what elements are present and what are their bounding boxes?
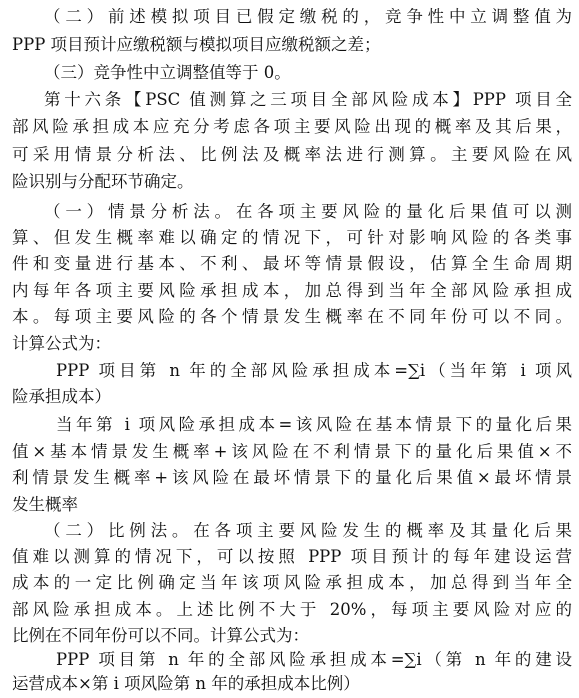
formula-line: PPP 项目第 n 年的全部风险承担成本=∑i（第 n 年的建设 bbox=[56, 650, 572, 669]
text-line: 险识别与分配环节确定。 bbox=[12, 172, 194, 191]
text-line: 本。每项主要风险的各个情景发生概率在不同年份可以不同。 bbox=[12, 307, 572, 326]
text-line: 计算公式为： bbox=[12, 334, 111, 353]
text-line: 算、但发生概率难以确定的情况下，可针对影响风险的各类事 bbox=[12, 228, 572, 247]
text-line: （三）竞争性中立调整值等于 0。 bbox=[44, 63, 291, 82]
text-line: 比例在不同年份可以不同。计算公式为： bbox=[12, 626, 309, 645]
text-line: 成本的一定比例确定当年该项风险承担成本，加总得到当年全 bbox=[12, 573, 572, 592]
text-line: PPP 项目预计应缴税额与模拟项目应缴税额之差； bbox=[12, 35, 381, 54]
formula-line: 当年第 i 项风险承担成本=该风险在基本情景下的量化后果 bbox=[56, 415, 572, 434]
text-line: 部风险承担成本。上述比例不大于 20%，每项主要风险对应的 bbox=[12, 600, 572, 619]
text-line: 部风险承担成本应充分考虑各项主要风险出现的概率及其后果， bbox=[12, 117, 572, 136]
formula-line: 值×基本情景发生概率+该风险在不利情景下的量化后果值×不 bbox=[12, 442, 572, 461]
text-line: （二）比例法。在各项主要风险发生的概率及其量化后果 bbox=[44, 521, 572, 540]
formula-line: PPP 项目第 n 年的全部风险承担成本=∑i（当年第 i 项风 bbox=[56, 361, 572, 380]
formula-line: 发生概率 bbox=[12, 495, 78, 514]
text-line: 件和变量进行基本、不利、最坏等情景假设，估算全生命周期 bbox=[12, 254, 572, 273]
formula-line: 运营成本×第 i 项风险第 n 年的承担成本比例） bbox=[12, 674, 360, 693]
formula-line: 险承担成本） bbox=[12, 387, 111, 406]
formula-line: 利情景发生概率+该风险在最坏情景下的量化后果值×最坏情景 bbox=[12, 468, 572, 487]
text-line: 值难以测算的情况下，可以按照 PPP 项目预计的每年建设运营 bbox=[12, 547, 572, 566]
text-line: （二）前述模拟项目已假定缴税的，竞争性中立调整值为 bbox=[44, 7, 572, 26]
text-line: 内每年各项主要风险承担成本，加总得到当年全部风险承担成 bbox=[12, 281, 572, 300]
text-line: 可采用情景分析法、比例法及概率法进行测算。主要风险在风 bbox=[12, 145, 572, 164]
text-line: 第十六条【PSC 值测算之三项目全部风险成本】PPP 项目全 bbox=[44, 90, 572, 109]
text-line: （一）情景分析法。在各项主要风险的量化后果值可以测 bbox=[44, 202, 572, 221]
